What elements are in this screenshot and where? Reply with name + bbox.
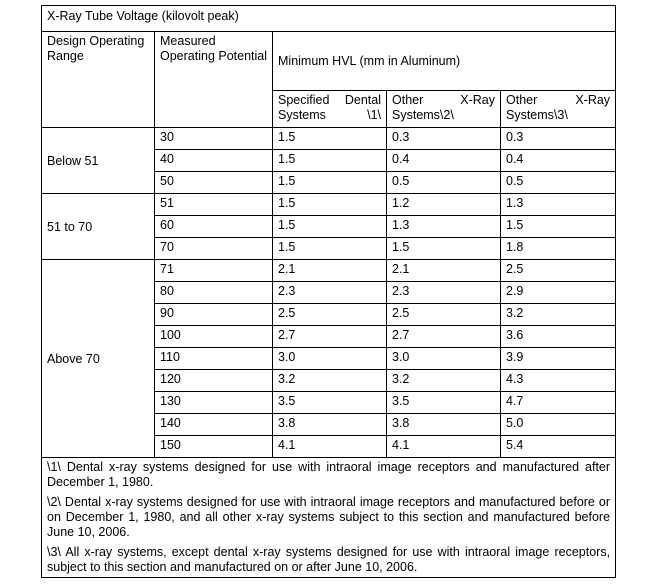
hvl-other-3-cell: 3.6 [501, 326, 616, 348]
hvl-other-3-cell: 5.0 [501, 414, 616, 436]
hvl-other-3-cell: 4.3 [501, 370, 616, 392]
design-operating-range-cell: 51 to 70 [42, 194, 155, 260]
measured-potential-cell: 90 [155, 304, 273, 326]
footnotes [42, 458, 616, 578]
hvl-other-3-cell: 3.2 [501, 304, 616, 326]
hvl-other-2-cell: 1.5 [387, 238, 501, 260]
hvl-dental-cell: 2.1 [273, 260, 387, 282]
measured-potential-cell: 120 [155, 370, 273, 392]
hvl-dental-cell: 3.8 [273, 414, 387, 436]
design-operating-range-cell: Below 51 [42, 128, 155, 194]
table-row [42, 260, 616, 282]
hvl-other-3-cell: 0.3 [501, 128, 616, 150]
hvl-other-2-cell: 0.5 [387, 172, 501, 194]
design-operating-range-header: Design Operating Range [42, 32, 155, 128]
hvl-document [41, 5, 615, 578]
hvl-other-3-cell: 1.5 [501, 216, 616, 238]
hvl-dental-cell: 3.0 [273, 348, 387, 370]
hvl-other-2-cell: 2.7 [387, 326, 501, 348]
hvl-other-2-cell: 2.5 [387, 304, 501, 326]
measured-potential-cell: 110 [155, 348, 273, 370]
measured-potential-cell: 140 [155, 414, 273, 436]
hvl-other-3-cell: 4.7 [501, 392, 616, 414]
measured-potential-cell: 51 [155, 194, 273, 216]
measured-potential-cell: 130 [155, 392, 273, 414]
hvl-other-3-cell: 1.3 [501, 194, 616, 216]
sub-header-specified-dental: Specified Dental Systems \1\ [273, 91, 387, 128]
hvl-other-2-cell: 3.8 [387, 414, 501, 436]
hvl-dental-cell: 1.5 [273, 238, 387, 260]
table-row [42, 128, 616, 150]
hvl-dental-cell: 2.5 [273, 304, 387, 326]
hvl-other-3-cell: 0.4 [501, 150, 616, 172]
hvl-dental-cell: 1.5 [273, 194, 387, 216]
hvl-dental-cell: 1.5 [273, 216, 387, 238]
measured-potential-cell: 150 [155, 436, 273, 458]
hvl-other-3-cell: 2.5 [501, 260, 616, 282]
hvl-other-3-cell: 3.9 [501, 348, 616, 370]
hvl-other-2-cell: 3.5 [387, 392, 501, 414]
measured-potential-cell: 60 [155, 216, 273, 238]
hvl-dental-cell: 2.7 [273, 326, 387, 348]
sub-header-other-xray-3: Other X-Ray Systems\3\ [501, 91, 616, 128]
measured-potential-cell: 70 [155, 238, 273, 260]
measured-potential-cell: 50 [155, 172, 273, 194]
hvl-other-2-cell: 2.3 [387, 282, 501, 304]
hvl-other-2-cell: 3.0 [387, 348, 501, 370]
hvl-other-3-cell: 0.5 [501, 172, 616, 194]
hvl-dental-cell: 3.5 [273, 392, 387, 414]
hvl-dental-cell: 2.3 [273, 282, 387, 304]
hvl-dental-cell: 1.5 [273, 150, 387, 172]
hvl-other-3-cell: 1.8 [501, 238, 616, 260]
footnote-1: \1\ Dental x-ray systems designed for use with intraoral image receptors and manufactured after December 1, 1980. [47, 460, 611, 489]
hvl-other-2-cell: 1.3 [387, 216, 501, 238]
measured-potential-cell: 100 [155, 326, 273, 348]
measured-potential-cell: 80 [155, 282, 273, 304]
hvl-dental-cell: 1.5 [273, 172, 387, 194]
hvl-other-3-cell: 5.4 [501, 436, 616, 458]
hvl-other-2-cell: 3.2 [387, 370, 501, 392]
measured-potential-cell: 40 [155, 150, 273, 172]
design-operating-range-cell: Above 70 [42, 260, 155, 458]
table-row [42, 194, 616, 216]
measured-potential-cell: 30 [155, 128, 273, 150]
hvl-other-2-cell: 0.3 [387, 128, 501, 150]
hvl-dental-cell: 3.2 [273, 370, 387, 392]
hvl-other-2-cell: 1.2 [387, 194, 501, 216]
table-title: X-Ray Tube Voltage (kilovolt peak) [42, 6, 616, 32]
minimum-hvl-header: Minimum HVL (mm in Aluminum) [273, 32, 616, 91]
sub-header-other-xray-2: Other X-Ray Systems\2\ [387, 91, 501, 128]
measured-potential-cell: 71 [155, 260, 273, 282]
hvl-table [41, 5, 616, 578]
measured-operating-potential-header: Measured Operating Potential [155, 32, 273, 128]
footnote-3: \3\ All x-ray systems, except dental x-ray systems designed for use with intraoral image receptors, subject to this section and manufactured on or after June 10, 2006. [47, 545, 611, 574]
hvl-other-2-cell: 0.4 [387, 150, 501, 172]
hvl-dental-cell: 1.5 [273, 128, 387, 150]
hvl-dental-cell: 4.1 [273, 436, 387, 458]
hvl-other-2-cell: 2.1 [387, 260, 501, 282]
footnote-2: \2\ Dental x-ray systems designed for use with intraoral image receptors and manufactured before or on December 1, 1980, and all other x-ray systems subject to this section and manufactured before June 10, 2006. [47, 495, 611, 539]
hvl-other-3-cell: 2.9 [501, 282, 616, 304]
hvl-other-2-cell: 4.1 [387, 436, 501, 458]
